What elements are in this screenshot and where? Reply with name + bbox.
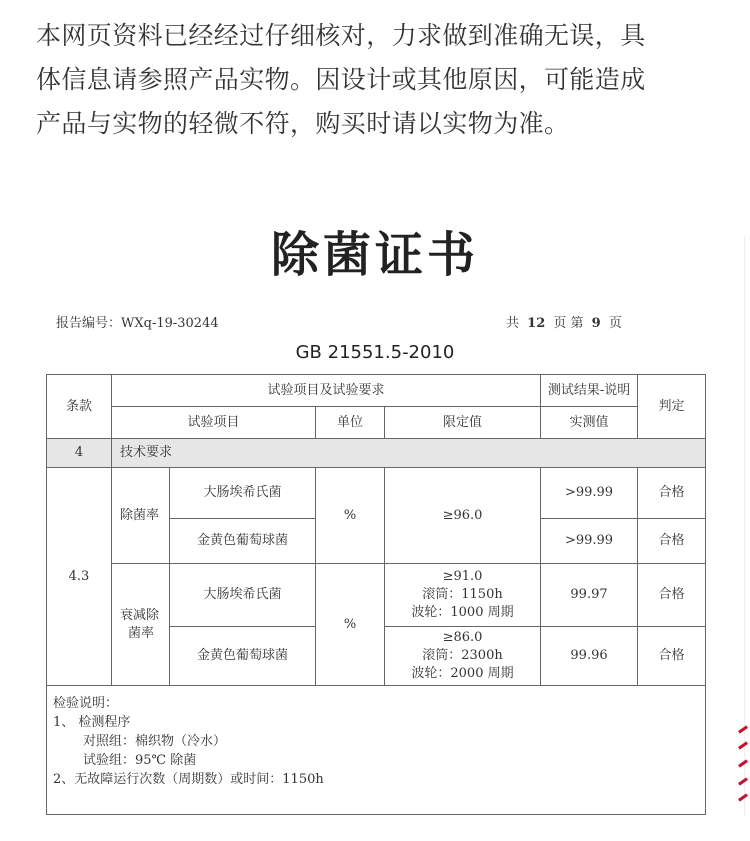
organism: 金黄色葡萄球菌: [170, 627, 316, 686]
organism: 大肠埃希氏菌: [170, 564, 316, 627]
header-test-item: 试验项目: [112, 407, 316, 439]
group-name: 除菌率: [112, 468, 170, 564]
limit-line: 滚筒：2300h: [422, 648, 503, 663]
unit: %: [316, 564, 385, 686]
header-limit: 限定值: [385, 407, 541, 439]
page-total: 12: [527, 316, 546, 331]
measured-value: >99.99: [541, 468, 638, 519]
clause-number: 4.3: [47, 468, 112, 686]
inspection-notes: [47, 686, 706, 815]
limit-line: ≥86.0: [442, 630, 483, 645]
page-mid: 页 第: [553, 316, 584, 331]
judgement: 合格: [638, 564, 706, 627]
header-unit: 单位: [316, 407, 385, 439]
header-judgement: 判定: [638, 375, 706, 439]
section-name: 技术要求: [112, 439, 706, 468]
measured-value: 99.97: [541, 564, 638, 627]
section-number: 4: [47, 439, 112, 468]
limit-line: 波轮：1000 周期: [411, 605, 514, 620]
header-result-desc: 测试结果-说明: [541, 375, 638, 407]
unit: %: [316, 468, 385, 564]
stamp-fragment-icon: [736, 718, 750, 808]
limit-value: [385, 564, 541, 627]
limit-line: ≥91.0: [442, 569, 483, 584]
measured-value: >99.99: [541, 519, 638, 564]
header-items-requirements: 试验项目及试验要求: [112, 375, 541, 407]
note-line: 2、无故障运行次数（周期数）或时间：1150h: [53, 772, 324, 787]
table-row: [47, 468, 706, 519]
group-name-line: 衰减除: [120, 607, 160, 623]
page-info: [506, 312, 622, 331]
notes-row: [47, 686, 706, 815]
note-line: 试验组：95℃ 除菌: [83, 753, 197, 768]
standard-number: GB 21551.5-2010: [295, 342, 455, 363]
page-prefix: 共: [506, 316, 520, 331]
judgement: 合格: [638, 627, 706, 686]
disclaimer-line: 产品与实物的轻微不符，购买时请以实物为准。: [36, 109, 570, 138]
certificate-title: 除菌证书: [270, 227, 479, 283]
disclaimer-line: 本网页资料已经经过仔细核对，力求做到准确无误，具: [36, 21, 646, 50]
measured-value: 99.96: [541, 627, 638, 686]
table-row: [47, 564, 706, 627]
report-number: 报告编号：WXq-19-30244: [56, 316, 219, 331]
limit-value: [385, 627, 541, 686]
limit-line: 波轮：2000 周期: [411, 666, 514, 681]
limit-value: ≥96.0: [385, 468, 541, 564]
test-results-table: [46, 374, 706, 815]
section-row: [47, 439, 706, 468]
group-name-line: 菌率: [128, 625, 155, 641]
page-current: 9: [591, 316, 601, 331]
note-line: 1、 检测程序: [53, 715, 131, 730]
header-measured: 实测值: [541, 407, 638, 439]
judgement: 合格: [638, 519, 706, 564]
disclaimer: [36, 14, 736, 146]
limit-line: 滚筒：1150h: [422, 587, 503, 602]
judgement: 合格: [638, 468, 706, 519]
header-clause: 条款: [47, 375, 112, 439]
disclaimer-line: 体信息请参照产品实物。因设计或其他原因，可能造成: [36, 65, 646, 94]
note-line: 对照组：棉织物（冷水）: [83, 734, 227, 749]
organism: 金黄色葡萄球菌: [170, 519, 316, 564]
organism: 大肠埃希氏菌: [170, 468, 316, 519]
group-name: [112, 564, 170, 686]
note-line: 检验说明：: [53, 696, 119, 711]
page-suffix: 页: [608, 316, 622, 331]
